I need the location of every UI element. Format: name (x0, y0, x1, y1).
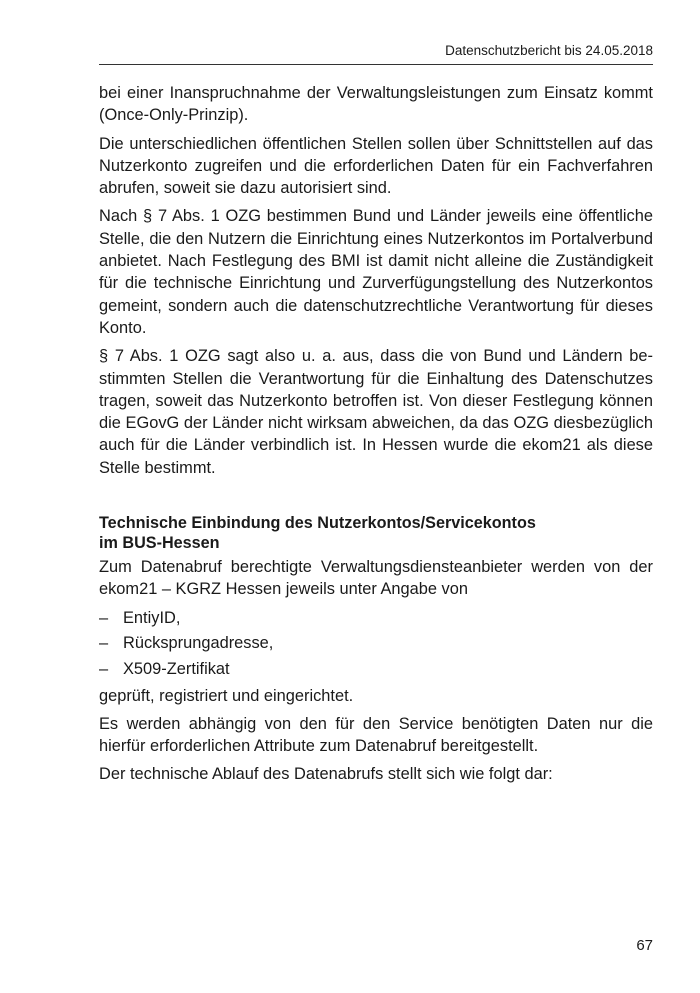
list-item (99, 632, 653, 654)
paragraph-datenabruf-intro: Zum Datenabruf berechtigte Verwaltungsdiensteanbieter werden von der ekom21 – KGRZ Hessen jeweils unter Angabe von (99, 558, 653, 599)
list-item (99, 658, 653, 680)
paragraph-ablauf: Der technische Ablauf des Datenabrufs stellt sich wie folgt dar: (99, 765, 553, 784)
paragraph-ozg-stelle: Nach § 7 Abs. 1 OZG bestimmen Bund und Länder jeweils eine öffentliche Stelle, die den Nutzern die Einrichtung eines Nutzerkontos im Portalverbund anbietet. Nach Festlegung des BMI ist damit nicht alleine die Zuständigkeit für die technische Einrichtung und Zurverfügungstellung des Nutzerkontos gemeint, sondern auch die datenschutzrechtliche Verantwortung für dieses Konto. (99, 207, 653, 337)
section-heading (99, 513, 653, 553)
list-dash: – (99, 660, 109, 679)
list-item-text: X509-Zertifikat (123, 660, 230, 679)
paragraph-once-only: bei einer Inanspruchnahme der Verwaltungsleistungen zum Einsatz kommt (Once-Only-Prinzip). (99, 84, 653, 125)
list-dash: – (99, 608, 109, 627)
section-heading-line-1: Technische Einbindung des Nutzerkontos/Servicekontos (99, 514, 536, 533)
paragraph-schnittstellen: Die unterschiedlichen öffentlichen Stellen sollen über Schnittstellen auf das Nutzerkonto zugreifen und die erforderlichen Daten für ein Fachverfahren abrufen, soweit sie dazu autorisiert sind. (99, 134, 653, 198)
paragraph-after-list: geprüft, registriert und eingerichtet. (99, 686, 354, 705)
page-body (99, 82, 653, 792)
list-dash: – (99, 634, 109, 653)
list-item-text: EntiyID, (123, 608, 181, 627)
page-number: 67 (636, 937, 653, 954)
list-item-text: Rücksprungadresse, (123, 634, 274, 653)
paragraph-ozg-verantwortung: § 7 Abs. 1 OZG sagt also u. a. aus, dass die von Bund und Ländern be- stimmten Stellen die Verantwortung für die Einhaltung des Datenschutzes tragen, soweit das Nutzerkonto betroffen ist. Von dieser Festlegung können die EGovG der Länder nicht wirksam abweichen, da das OZG diesbezüglich auch für die Länder verbindlich ist. In Hessen wurde die ekom21 als diese Stelle bestimmt. (99, 347, 653, 477)
paragraph-attribute: Es werden abhängig von den für den Service benötigten Daten nur die hierfür erforderlichen Attribute zum Datenabruf bereitgestellt. (99, 714, 653, 756)
registration-list (99, 607, 653, 681)
running-header-title: Datenschutzbericht bis 24.05.2018 (445, 43, 653, 58)
running-header (99, 44, 653, 65)
section-heading-line-2: im BUS-Hessen (99, 534, 220, 553)
list-item (99, 607, 653, 629)
